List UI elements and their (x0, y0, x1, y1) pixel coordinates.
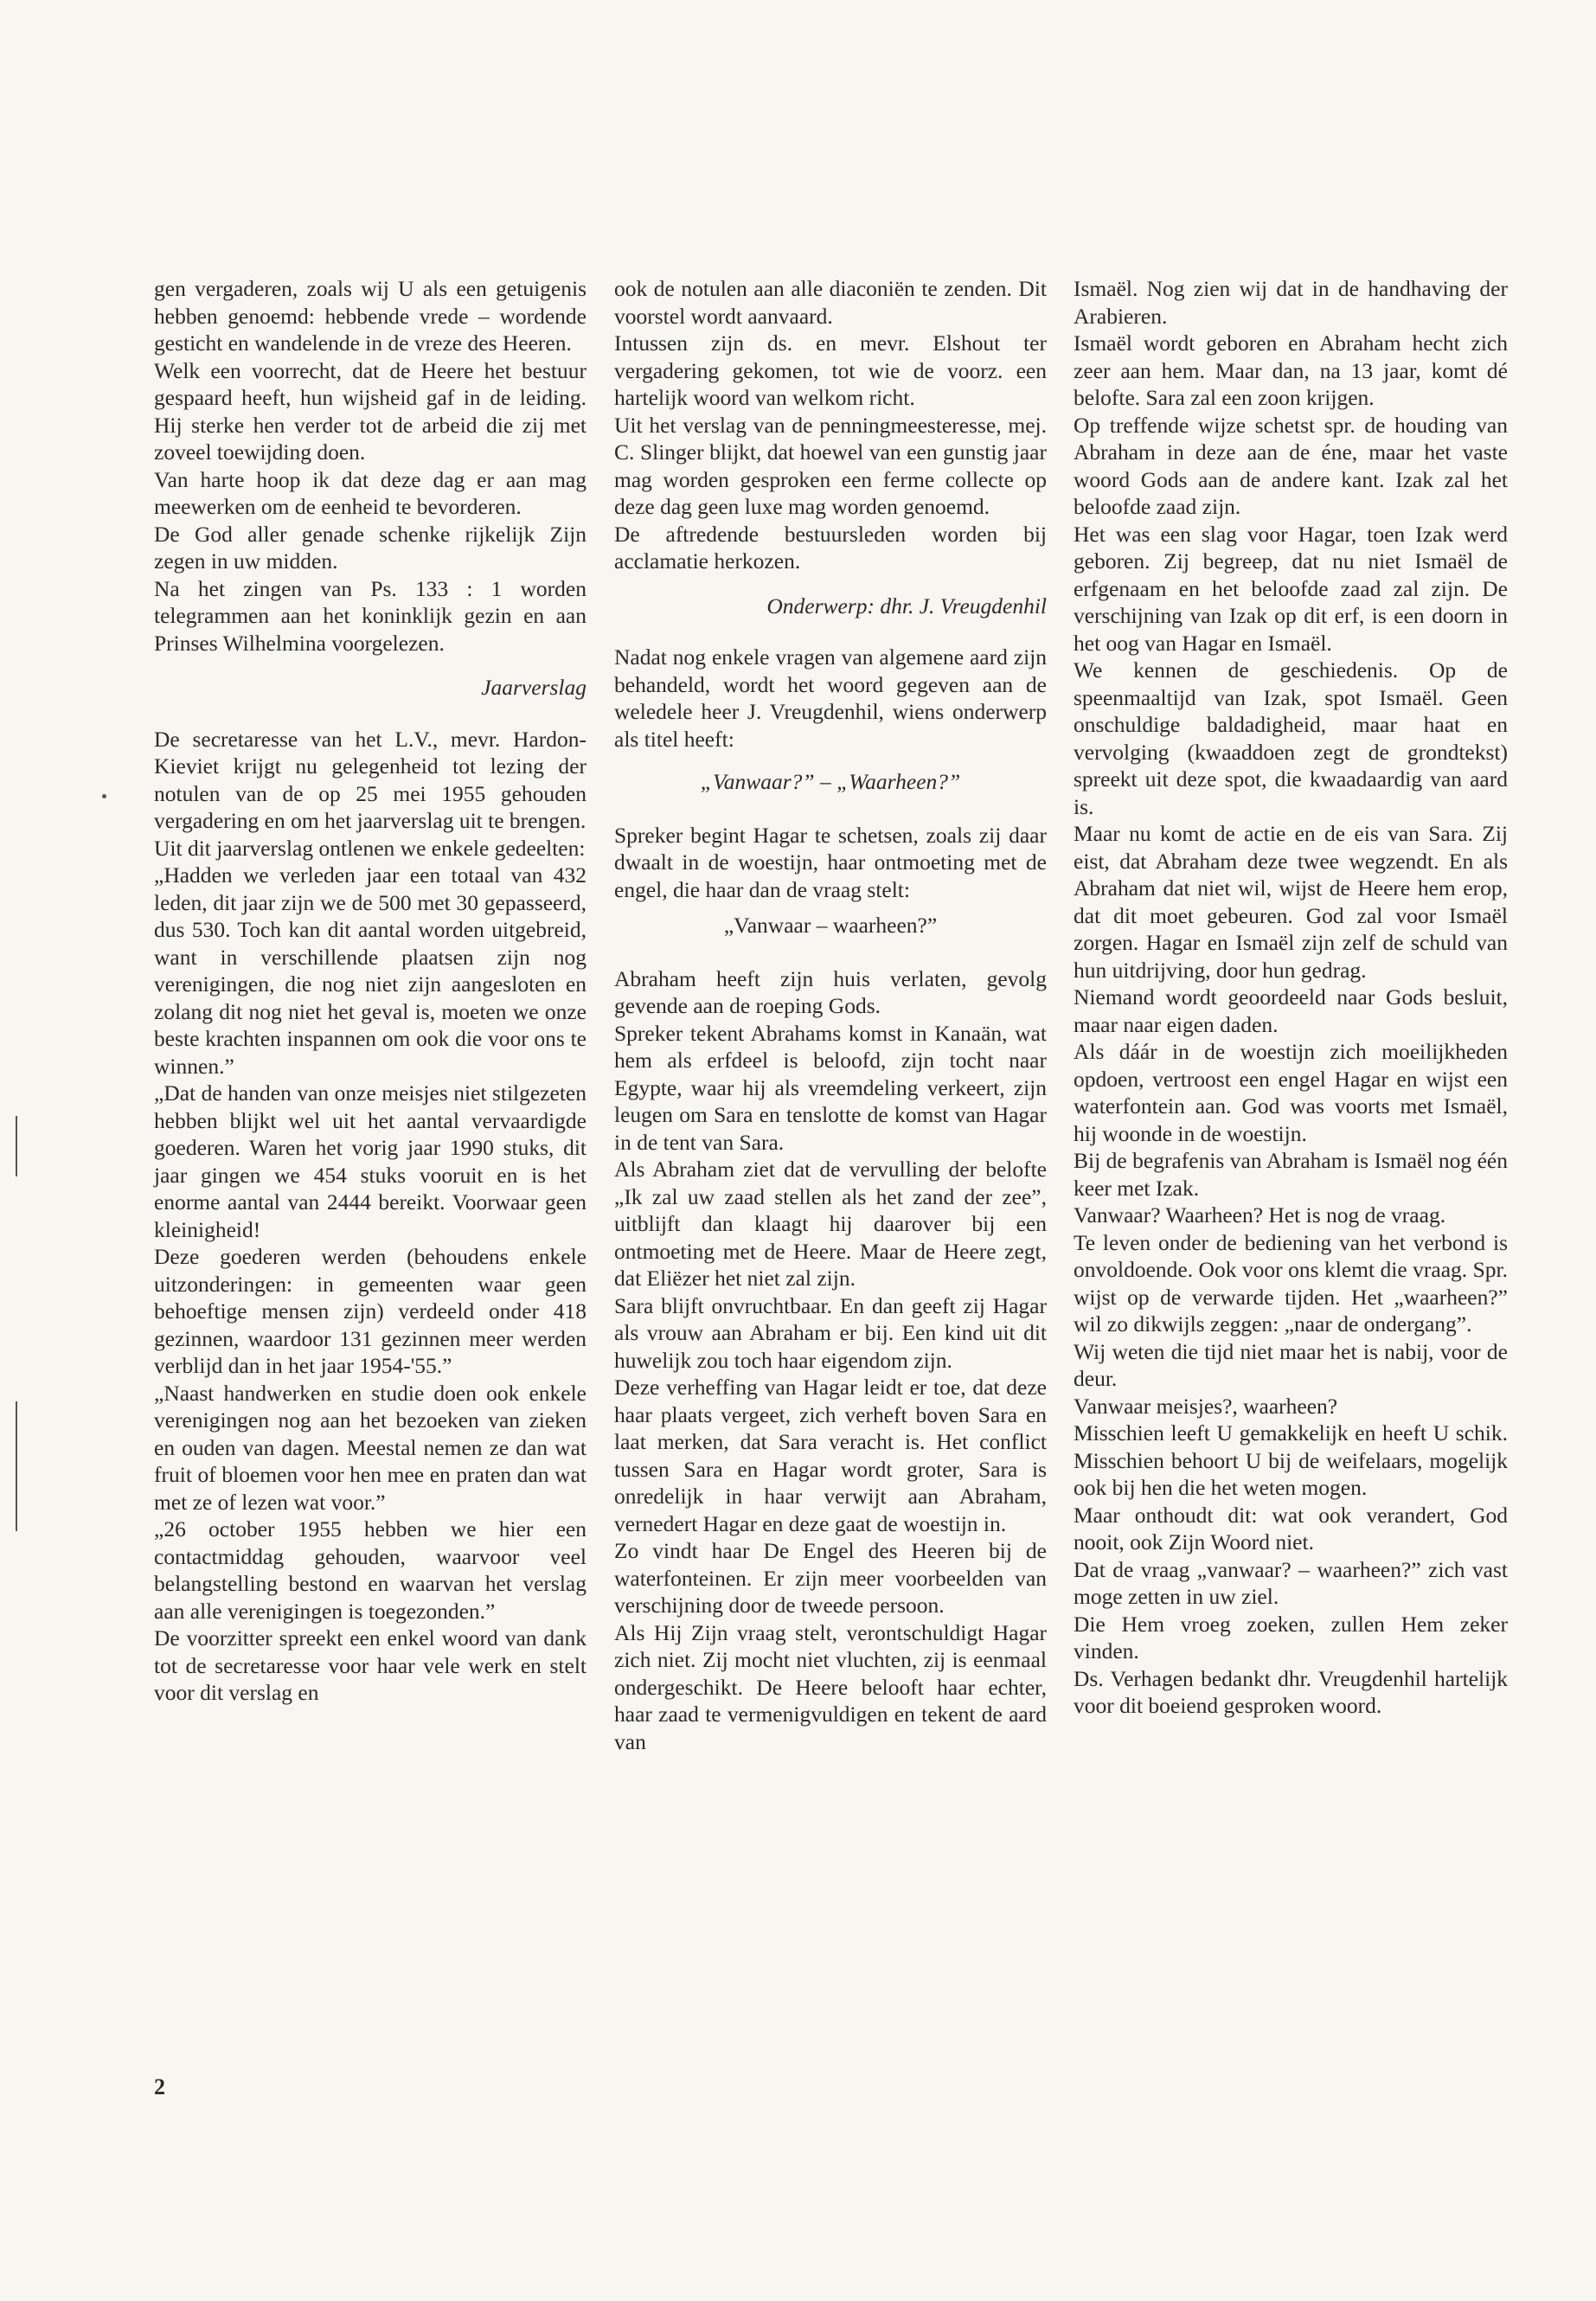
paragraph: Vanwaar meisjes?, waarheen? (1074, 1393, 1338, 1419)
text-column-1 (154, 275, 586, 1707)
paragraph: Deze goederen werden (behoudens enkele uitzonderingen: in gemeenten waar geen behoeftige mensen zijn) verdeeld onder 418 gezinnen, waardoor 131 gezinnen meer werden verblijd dan in het jaar 1954-'55.” (154, 1244, 586, 1378)
section-heading-jaarverslag: Jaarverslag (481, 675, 586, 700)
paragraph: De secretaresse van het L.V., mevr. Hardon-Kieviet krijgt nu gelegenheid tot lezing der notulen van de op 25 mei 1955 gehouden vergadering en om het jaarverslag uit te brengen. (154, 726, 586, 833)
section-heading-onderwerp: Onderwerp: dhr. J. Vreugdenhil (766, 593, 1047, 619)
paragraph: Uit dit jaarverslag ontlenen we enkele gedeelten: (154, 835, 586, 861)
paragraph: Het was een slag voor Hagar, toen Izak werd geboren. Zij begreep, dat nu niet Ismaël de erfgenaam en het beloofde zaad zal zijn. De verschijning van Izak op dit erf, is een doorn in het oog van Hagar en Ismaël. (1074, 521, 1508, 656)
paragraph: Ds. Verhagen bedankt dhr. Vreugdenhil hartelijk voor dit boeiend gesproken woord. (1074, 1665, 1508, 1718)
paragraph: Maar onthoudt dit: wat ook verandert, God nooit, ook Zijn Woord niet. (1074, 1502, 1508, 1554)
paragraph: Wij weten die tijd niet maar het is nabij, voor de deur. (1074, 1338, 1508, 1391)
paragraph: „26 october 1955 hebben we hier een contactmiddag gehouden, waarvoor veel belangstelling bestond en waarvan het verslag aan alle verenigingen is toegezonden.” (154, 1516, 586, 1624)
paragraph: „Hadden we verleden jaar een totaal van 432 leden, dit jaar zijn we de 500 met 30 gepasseerd, dus 530. Toch kan dit aantal worden uitgebreid, want in verschillende plaatsen zijn nog verenigingen, die nog niet zijn aangesloten en zolang dit nog niet het geval is, moeten we onze beste krachten inspannen om ook die voor ons te winnen.” (154, 862, 586, 1079)
paragraph: Intussen zijn ds. en mevr. Elshout ter vergadering gekomen, tot wie de voorz. een hartelijk woord van welkom richt. (614, 330, 1047, 410)
paragraph: Vanwaar? Waarheen? Het is nog de vraag. (1074, 1202, 1446, 1227)
paragraph: De voorzitter spreekt een enkel woord van dank tot de secretaresse voor haar vele werk en stelt voor dit verslag en (154, 1625, 586, 1705)
page-number: 2 (154, 2074, 165, 2099)
paragraph: Op treffende wijze schetst spr. de houding van Abraham in deze aan de éne, maar het vaste woord Gods aan de andere kant. Izak zal het beloofde zaad zijn. (1074, 412, 1508, 519)
paragraph: Als Hij Zijn vraag stelt, verontschuldigt Hagar zich niet. Zij mocht niet vluchten, zij is eenmaal ondergeschikt. De Heere belooft haar echter, haar zaad te vermenigvuldigen en tekent de aard van (614, 1619, 1047, 1754)
paragraph: ook de notulen aan alle diaconiën te zenden. Dit voorstel wordt aanvaard. (614, 276, 1047, 329)
text-column-3 (1074, 275, 1508, 1720)
paragraph: Zo vindt haar De Engel des Heeren bij de waterfonteinen. Er zijn meer voorbeelden van verschijning door de tweede persoon. (614, 1538, 1047, 1618)
paragraph: Spreker tekent Abrahams komst in Kanaän, wat hem als erfdeel is beloofd, zijn tocht naar Egypte, waar hij als vreemdeling verkeert, zijn leugen om Sara en tenslotte de komst van Hagar in de tent van Sara. (614, 1020, 1047, 1155)
paragraph: Niemand wordt geoordeeld naar Gods besluit, maar naar eigen daden. (1074, 984, 1508, 1037)
paragraph: We kennen de geschiedenis. Op de speenmaaltijd van Izak, spot Ismaël. Geen onschuldige baldadigheid, maar haat en vervolging (kwaaddoen zegt de grondtekst) spreekt uit deze spot, die kwaadaardig van aard is. (1074, 657, 1508, 819)
paragraph: „Naast handwerken en studie doen ook enkele verenigingen nog aan het bezoeken van zieken en ouden van dagen. Meestal nemen ze dan wat fruit of bloemen voor hen mee en praten dan wat met ze of lezen wat voor.” (154, 1380, 586, 1515)
paragraph: Misschien leeft U gemakkelijk en heeft U schik. Misschien behoort U bij de weifelaars, mogelijk ook bij hen die het weten mogen. (1074, 1420, 1508, 1500)
paragraph: Bij de begrafenis van Abraham is Ismaël nog één keer met Izak. (1074, 1148, 1508, 1201)
paragraph: Abraham heeft zijn huis verlaten, gevolg gevende aan de roeping Gods. (614, 965, 1047, 1018)
paragraph: Dat de vraag „vanwaar? – waarheen?” zich vast moge zetten in uw ziel. (1074, 1556, 1508, 1609)
text-column-2 (614, 275, 1047, 1755)
scan-margin-mark (16, 1401, 17, 1531)
paragraph: Van harte hoop ik dat deze dag er aan mag meewerken om de eenheid te bevorderen. (154, 466, 586, 519)
paragraph: Als dáár in de woestijn zich moeilijkheden opdoen, vertroost een engel Hagar en wijst een waterfontein aan. God was voorts met Ismaël, hij woonde in de woestijn. (1074, 1039, 1508, 1146)
paragraph: Uit het verslag van de penningmeesteresse, mej. C. Slinger blijkt, dat hoewel van een gunstig jaar mag worden gesproken een ferme collecte op deze dag geen luxe mag worden genoemd. (614, 412, 1047, 519)
paragraph: Ismaël wordt geboren en Abraham hecht zich zeer aan hem. Maar dan, na 13 jaar, komt dé belofte. Sara zal een zoon krijgen. (1074, 330, 1508, 410)
lecture-title: „Vanwaar?” – „Waarheen?” (700, 769, 961, 794)
paragraph: Spreker begint Hagar te schetsen, zoals zij daar dwaalt in de woestijn, haar ontmoeting met de engel, die haar dan de vraag stelt: (614, 822, 1047, 902)
paragraph: gen vergaderen, zoals wij U als een getuigenis hebben genoemd: hebbende vrede – wordende gesticht en wandelende in de vreze des Heeren. (154, 276, 586, 356)
paragraph: Welk een voorrecht, dat de Heere het bestuur gespaard heeft, hun wijsheid gaf in de leiding. Hij sterke hen verder tot de arbeid die zij met zoveel toewijding doen. (154, 357, 586, 465)
paragraph: De God aller genade schenke rijkelijk Zijn zegen in uw midden. (154, 521, 586, 574)
paragraph: De aftredende bestuursleden worden bij acclamatie herkozen. (614, 521, 1047, 574)
paragraph: Deze verheffing van Hagar leidt er toe, dat deze haar plaats vergeet, zich verheft boven Sara en laat merken, dat Sara veracht is. Het conflict tussen Sara en Hagar wordt groter, Sara is onredelijk in haar verwijt aan Abraham, vernedert Hagar en deze gaat de woestijn in. (614, 1375, 1047, 1536)
paragraph: Die Hem vroeg zoeken, zullen Hem zeker vinden. (1074, 1611, 1508, 1663)
scan-dot-mark (102, 794, 106, 798)
paragraph: „Dat de handen van onze meisjes niet stilgezeten hebben blijkt wel uit het aantal vervaardigde goederen. Waren het vorig jaar 1990 stuks, dit jaar gingen we 454 stuks vooruit en is het enorme aantal van 2444 bereikt. Voorwaar geen kleinigheid! (154, 1080, 586, 1242)
paragraph: Als Abraham ziet dat de vervulling der belofte „Ik zal uw zaad stellen als het zand der zee”, uitblijft dan klaagt hij daarover bij een ontmoeting met de Heere. Maar de Heere zegt, dat Eliëzer het niet zal zijn. (614, 1157, 1047, 1291)
paragraph: Maar nu komt de actie en de eis van Sara. Zij eist, dat Abraham deze twee wegzendt. En als Abraham dat niet wil, wijst de Heere hem erop, dat dit moet gebeuren. God zal voor Ismaël zorgen. Hagar en Ismaël zijn zelf de schuld van hun uitdrijving, door hun gedrag. (1074, 821, 1508, 983)
quoted-question: „Vanwaar – waarheen?” (723, 913, 938, 938)
scan-margin-mark (16, 1116, 17, 1176)
paragraph: Na het zingen van Ps. 133 : 1 worden telegrammen aan het koninklijk gezin en aan Prinses Wilhelmina voorgelezen. (154, 575, 586, 656)
paragraph: Ismaël. Nog zien wij dat in de handhaving der Arabieren. (1074, 276, 1508, 329)
paragraph: Nadat nog enkele vragen van algemene aard zijn behandeld, wordt het woord gegeven aan de weledele heer J. Vreugdenhil, wiens onderwerp als titel heeft: (614, 644, 1047, 752)
paragraph: Sara blijft onvruchtbaar. En dan geeft zij Hagar als vrouw aan Abraham er bij. Een kind uit dit huwelijk zou toch haar eigendom zijn. (614, 1292, 1047, 1373)
paragraph: Te leven onder de bediening van het verbond is onvoldoende. Ook voor ons klemt die vraag. Spr. wijst op de verwarde tijden. Het „waarheen?” wil zo dikwijls zeggen: „naar de ondergang”. (1074, 1229, 1508, 1336)
